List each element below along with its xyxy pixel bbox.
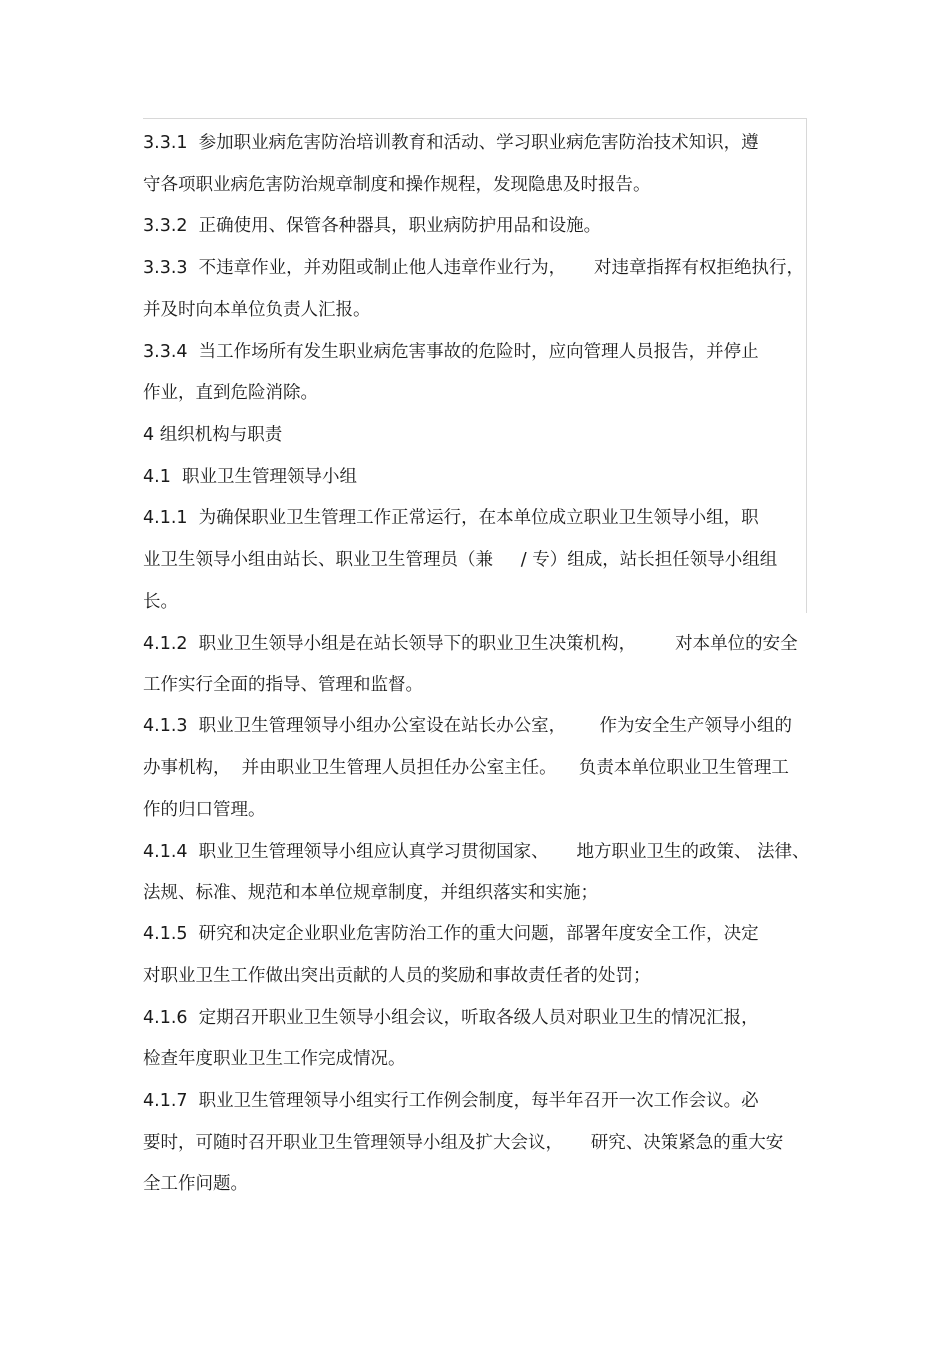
text-line: 4.1.7 职业卫生管理领导小组实行工作例会制度，每半年召开一次工作会议。必 bbox=[143, 1091, 759, 1111]
section-heading: 4 组织机构与职责 bbox=[143, 425, 283, 445]
text-line: 检查年度职业卫生工作完成情况。 bbox=[143, 1049, 406, 1069]
frame-top-border bbox=[143, 118, 807, 119]
text-line: 作业，直到危险消除。 bbox=[143, 383, 318, 403]
text-line: 工作实行全面的指导、管理和监督。 bbox=[143, 675, 423, 695]
text-line: 4.1.4 职业卫生管理领导小组应认真学习贯彻国家、 地方职业卫生的政策、 法律、 bbox=[143, 842, 810, 862]
text-line: 守各项职业病危害防治规章制度和操作规程，发现隐患及时报告。 bbox=[143, 175, 651, 195]
text-line: 3.3.1 参加职业病危害防治培训教育和活动、学习职业病危害防治技术知识，遵 bbox=[143, 133, 759, 153]
text-line: 4.1.1 为确保职业卫生管理工作正常运行，在本单位成立职业卫生领导小组，职 bbox=[143, 508, 759, 528]
text-line: 全工作问题。 bbox=[143, 1174, 248, 1194]
text-line: 业卫生领导小组由站长、职业卫生管理员（兼 / 专）组成，站长担任领导小组组 bbox=[143, 550, 778, 570]
text-line: 并及时向本单位负责人汇报。 bbox=[143, 300, 371, 320]
text-line: 长。 bbox=[143, 592, 178, 612]
text-line: 作的归口管理。 bbox=[143, 800, 266, 820]
text-line: 办事机构， 并由职业卫生管理人员担任办公室主任。 负责本单位职业卫生管理工 bbox=[143, 758, 789, 778]
text-line: 4.1.6 定期召开职业卫生领导小组会议，听取各级人员对职业卫生的情况汇报， bbox=[143, 1008, 759, 1028]
text-line: 4.1.3 职业卫生管理领导小组办公室设在站长办公室， 作为安全生产领导小组的 bbox=[143, 716, 793, 736]
text-line: 4.1.2 职业卫生领导小组是在站长领导下的职业卫生决策机构， 对本单位的安全 bbox=[143, 634, 798, 654]
text-line: 要时，可随时召开职业卫生管理领导小组及扩大会议， 研究、决策紧急的重大安 bbox=[143, 1133, 784, 1153]
frame-right-border bbox=[806, 118, 807, 613]
text-line: 3.3.2 正确使用、保管各种器具，职业病防护用品和设施。 bbox=[143, 216, 602, 236]
subsection-heading: 4.1 职业卫生管理领导小组 bbox=[143, 467, 357, 487]
text-line: 4.1.5 研究和决定企业职业危害防治工作的重大问题，部署年度安全工作，决定 bbox=[143, 924, 759, 944]
text-line: 对职业卫生工作做出突出贡献的人员的奖励和事故责任者的处罚； bbox=[143, 966, 651, 986]
text-line: 3.3.3 不违章作业，并劝阻或制止他人违章作业行为， 对违章指挥有权拒绝执行， bbox=[143, 258, 804, 278]
text-line: 法规、标准、规范和本单位规章制度，并组织落实和实施； bbox=[143, 883, 598, 903]
text-line: 3.3.4 当工作场所有发生职业病危害事故的危险时，应向管理人员报告，并停止 bbox=[143, 342, 759, 362]
